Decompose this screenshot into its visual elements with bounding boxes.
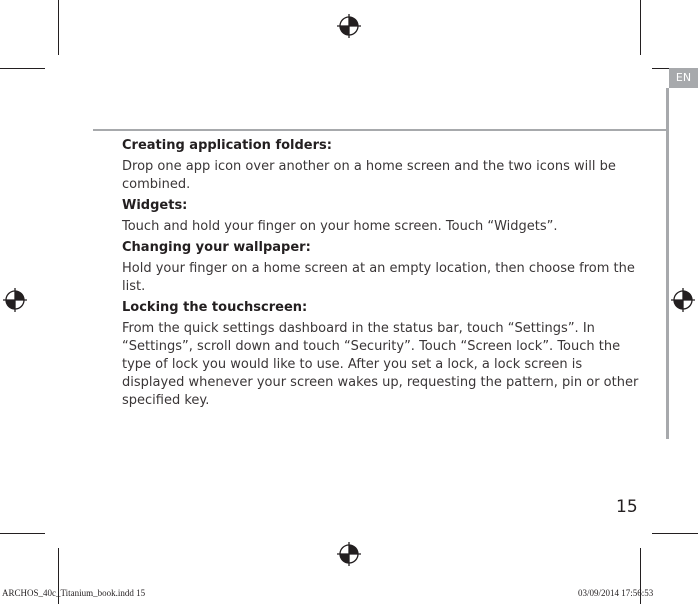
heading-locking: Locking the touchscreen: (122, 300, 308, 315)
slug-filename: ARCHOS_40c_Titanium_book.indd 15 (2, 588, 146, 598)
body-wallpaper: Hold your finger on a home screen at an empty location, then choose from the list. (122, 261, 635, 294)
registration-mark-bottom-icon (337, 542, 361, 566)
registration-mark-top-icon (337, 14, 361, 38)
body-widgets: Touch and hold your finger on your home screen. Touch “Widgets”. (122, 219, 558, 234)
crop-mark-bottom-right-h (652, 533, 698, 534)
registration-mark-right-icon (671, 288, 695, 312)
heading-creating-folders: Creating application folders: (122, 138, 332, 153)
body-creating-folders: Drop one app icon over another on a home screen and the two icons will be combined. (122, 159, 616, 192)
page-content (122, 137, 642, 413)
heading-widgets: Widgets: (122, 198, 188, 213)
slug-timestamp: 03/09/2014 17:56:53 (578, 588, 654, 598)
section-rule-top (93, 129, 669, 131)
heading-wallpaper: Changing your wallpaper: (122, 240, 311, 255)
registration-mark-left-icon (3, 288, 27, 312)
body-locking: From the quick settings dashboard in the status bar, touch “Settings”. In “Settings”, scroll down and touch “Security”. Touch “Screen lock”. Touch the type of lock you would like to use. After you set a lock, a lock screen is displayed whenever your screen wakes up, requesting the pattern, pin or other specified key. (122, 321, 639, 408)
language-tab: EN (669, 68, 698, 88)
crop-mark-top-right (640, 0, 641, 55)
page-number: 15 (616, 497, 638, 517)
crop-mark-bottom-left-h (0, 533, 45, 534)
section-rule-side (666, 88, 669, 439)
crop-mark-top-left (58, 0, 59, 55)
crop-mark-top-left-h (0, 68, 45, 69)
